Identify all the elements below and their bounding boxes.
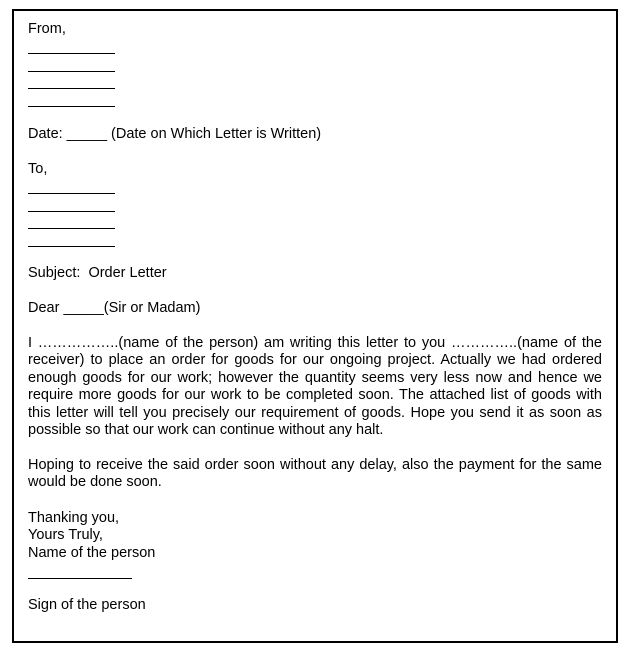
to-blank-line-2 — [28, 211, 115, 212]
closing-thanking: Thanking you, — [28, 510, 120, 526]
closing-name: Name of the person — [28, 545, 156, 561]
date-line: Date: _____ (Date on Which Letter is Written) — [28, 126, 322, 142]
body-paragraph-1: I ……………..(name of the person) am writing this letter to you …………..(name of the receiver) to place an order for goods for our ongoing project. Actually we had ordered enough goods for our work; however the quantity seems very less now and hence we require more goods for our work to be completed soon. The attached list of goods with this letter will tell you precisely our requirement of goods. Hope you send it as soon as possible so that our work can continue without any halt. — [28, 335, 602, 439]
subject-line: Subject: Order Letter — [28, 265, 167, 281]
signature-label: Sign of the person — [28, 597, 146, 613]
body-paragraph-2: Hoping to receive the said order soon without any delay, also the payment for the same would be done soon. — [28, 457, 602, 491]
signature-blank-line — [28, 578, 132, 579]
from-blank-line-1 — [28, 53, 115, 54]
to-blank-line-3 — [28, 228, 115, 229]
from-blank-line-3 — [28, 88, 115, 89]
closing-yours-truly: Yours Truly, — [28, 527, 103, 543]
to-blank-line-1 — [28, 193, 115, 194]
from-blank-line-2 — [28, 71, 115, 72]
from-label: From, — [28, 21, 66, 37]
to-blank-line-4 — [28, 246, 115, 247]
from-blank-line-4 — [28, 106, 115, 107]
salutation: Dear _____(Sir or Madam) — [28, 300, 201, 316]
to-label: To, — [28, 161, 48, 177]
